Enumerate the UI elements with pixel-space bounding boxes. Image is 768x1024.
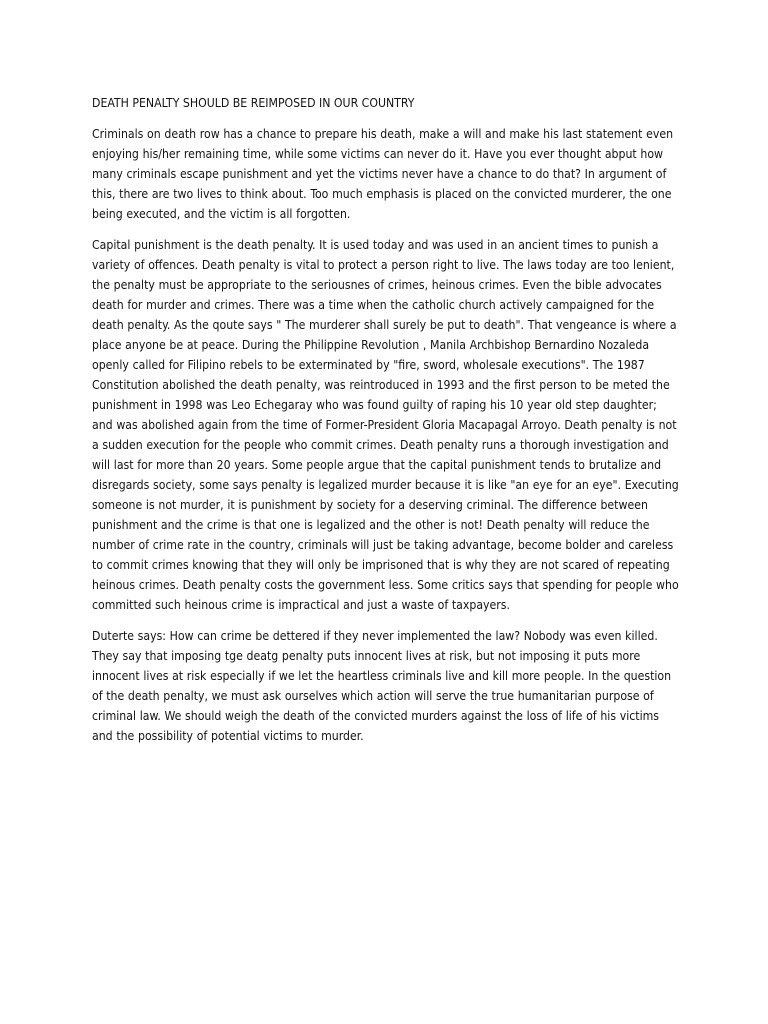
document-title: DEATH PENALTY SHOULD BE REIMPOSED IN OUR COUNTRY: [92, 96, 415, 110]
document-body: [92, 93, 680, 757]
paragraph-2: Capital punishment is the death penalty. It is used today and was used in an ancient times to punish a variety of offences. Death penalty is vital to protect a person right to live. The laws today are too lenient, the penalty must be appropriate to the seriousnes of crimes, heinous crimes. Even the bible advocates death for murder and crimes. There was a time when the catholic church actively campaigned for the death penalty. As the qoute says " The murderer shall surely be put to death". That vengeance is where a place anyone be at peace. During the Philippine Revolution , Manila Archbishop Bernardino Nozaleda openly called for Filipino rebels to be exterminated by "fire, sword, wholesale executions". The 1987 Constitution abolished the death penalty, was reintroduced in 1993 and the first person to be meted the punishment in 1998 was Leo Echegaray who was found guilty of raping his 10 year old step daughter; and was abolished again from the time of Former-President Gloria Macapagal Arroyo. Death penalty is not a sudden execution for the people who commit crimes. Death penalty runs a thorough investigation and will last for more than 20 years. Some people argue that the capital punishment tends to brutalize and disregards society, some says penalty is legalized murder because it is like "an eye for an eye". Executing someone is not murder, it is punishment by society for a deserving criminal. The difference between punishment and the crime is that one is legalized and the other is not! Death penalty will reduce the number of crime rate in the country, criminals will just be taking advantage, become bolder and careless to commit crimes knowing that they will only be imprisoned that is why they are not scared of repeating heinous crimes. Death penalty costs the government less. Some critics says that spending for people who committed such heinous crime is impractical and just a waste of taxpayers.: [92, 238, 679, 612]
paragraph-1: Criminals on death row has a chance to prepare his death, make a will and make his last statement even enjoying his/her remaining time, while some victims can never do it. Have you ever thought abput how many criminals escape punishment and yet the victims never have a chance to do that? In argument of this, there are two lives to think about. Too much emphasis is placed on the convicted murderer, the one being executed, and the victim is all forgotten.: [92, 127, 674, 221]
paragraph-3: Duterte says: How can crime be dettered if they never implemented the law? Nobody was even killed. They say that imposing tge deatg penalty puts innocent lives at risk, but not imposing it puts more innocent lives at risk especially if we let the heartless criminals live and kill more people. In the question of the death penalty, we must ask ourselves which action will serve the true humanitarian purpose of criminal law. We should weigh the death of the convicted murders against the loss of life of his victims and the possibility of potential victims to murder.: [92, 629, 672, 743]
